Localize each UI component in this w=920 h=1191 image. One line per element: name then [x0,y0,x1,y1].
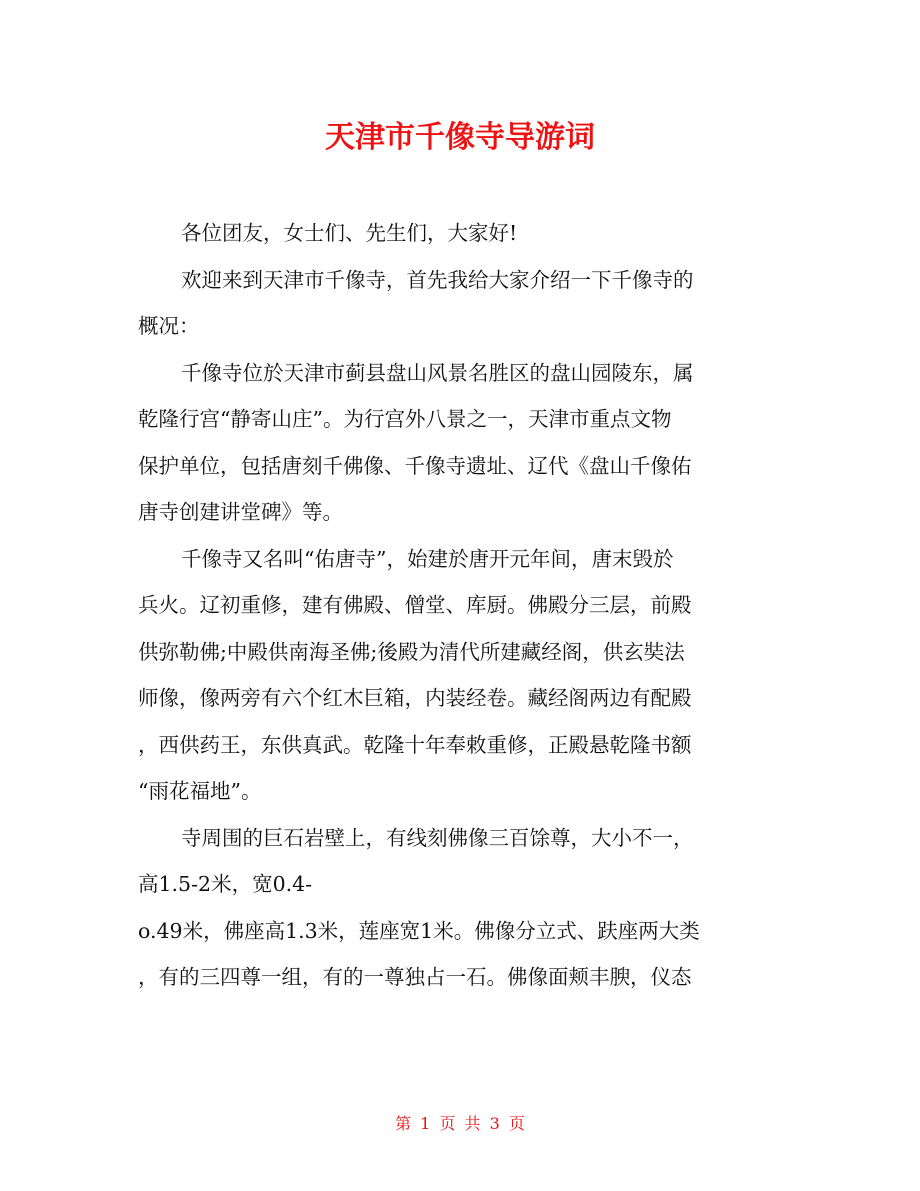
body-line: 欢迎来到天津市千像寺，首先我给大家介绍一下千像寺的 [181,267,694,292]
document-title: 天津市千像寺导游词 [325,120,595,155]
body-line: 各位团友，女士们、先生们，大家好! [181,221,518,245]
body-line: 寺周围的巨石岩壁上，有线刻佛像三百馀尊，大小不一， [181,825,694,850]
body-line: ，西供药王，东供真武。乾隆十年奉敕重修，正殿悬乾隆书额 [138,732,692,757]
body-line: “雨花福地”。 [138,779,262,803]
body-line: 千像寺位於天津市蓟县盘山风景名胜区的盘山园陵东，属 [181,360,694,385]
document-body [138,210,788,1001]
body-line: 乾隆行宫“静寄山庄”。为行宫外八景之一，天津市重点文物 [138,407,672,431]
body-line: 概况： [138,314,200,338]
body-line: o.49米，佛座高1.3米，莲座宽1米。佛像分立式、趺座两大类 [138,918,700,943]
body-line: 高1.5-2米，宽0.4- [138,872,313,896]
body-line: 保护单位，包括唐刻千佛像、千像寺遗址、辽代《盘山千像佑 [138,453,692,478]
body-line: 供弥勒佛;中殿供南海圣佛;後殿为清代所建藏经阁，供玄奘法 [138,639,685,664]
body-line: 唐寺创建讲堂碑》等。 [138,500,343,524]
body-line: 兵火。辽初重修，建有佛殿、僧堂、库厨。佛殿分三层，前殿 [138,593,692,617]
page-number-footer: 第 1 页 共 3 页 [395,1114,525,1133]
body-line: 师像，像两旁有六个红木巨箱，内装经卷。藏经阁两边有配殿 [138,686,692,710]
body-line: ，有的三四尊一组，有的一尊独占一石。佛像面颊丰腴，仪态 [138,965,692,989]
body-line: 千像寺又名叫“佑唐寺”，始建於唐开元年间，唐末毁於 [181,546,674,571]
